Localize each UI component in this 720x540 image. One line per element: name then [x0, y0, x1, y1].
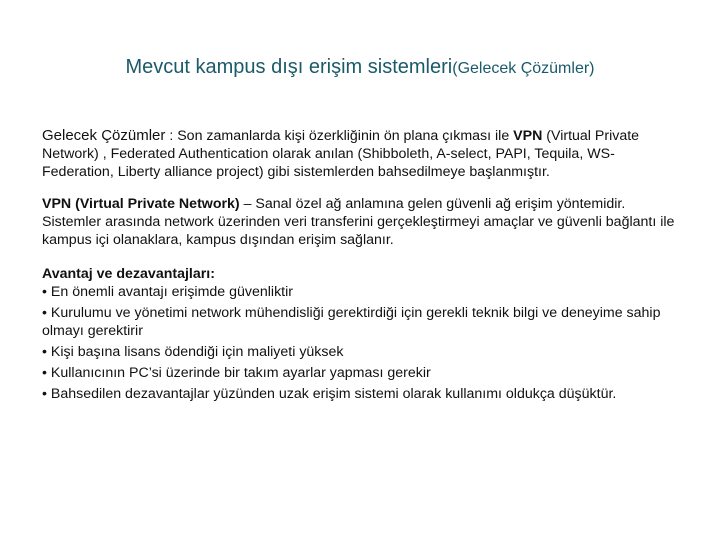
vpn-term: VPN	[513, 128, 543, 144]
list-item: • Kullanıcının PC’si üzerinde bir takım ayarlar yapması gerekir	[42, 365, 431, 381]
future-solutions-text-a: : Son zamanlarda kişi özerkliğinin ön plana çıkması ile	[165, 128, 514, 144]
future-solutions-lead: Gelecek Çözümler	[42, 127, 166, 144]
slide-title-main: Mevcut kampus dışı erişim sistemleri	[125, 56, 453, 78]
pros-cons-list	[42, 283, 682, 403]
list-item: • Bahsedilen dezavantajlar yüzünden uzak erişim sistemi olarak kullanımı oldukça düşüktür.	[42, 386, 617, 402]
list-item: • En önemli avantajı erişimde güvenliktir	[42, 284, 293, 300]
future-solutions-text-b: (Virtual Private Network) , Federated Authentication olarak anılan (Shibboleth, A-select, PAPI, Tequila, WS-Federation, Liberty alliance project) gibi sistemlerden bahsedilmeye başlanmıştır.	[42, 128, 640, 180]
slide-body	[42, 127, 682, 406]
list-item: • Kurulumu ve yönetimi network mühendisliği gerektirdiği için gerekli teknik bilgi ve deneyime sahip olmayı gerektirir	[42, 305, 661, 339]
pros-cons-heading: Avantaj ve dezavantajları:	[42, 266, 215, 282]
vpn-definition-lead: VPN (Virtual Private Network)	[42, 196, 240, 212]
paragraph-vpn-definition	[42, 195, 682, 249]
slide-title	[0, 56, 720, 79]
vpn-definition-text: – Sanal özel ağ anlamına gelen güvenli ağ erişim yöntemidir. Sistemler arasında network üzerinden veri transferini gerçekleştirmeyi amaçlar ve güvenli bağlantı ile kampus içi olanaklara, kampus dışından erişim sağlanır.	[42, 196, 675, 248]
paragraph-future-solutions	[42, 127, 682, 181]
slide-title-sub: (Gelecek Çözümler)	[452, 60, 595, 77]
list-item: • Kişi başına lisans ödendiği için maliyeti yüksek	[42, 344, 344, 360]
